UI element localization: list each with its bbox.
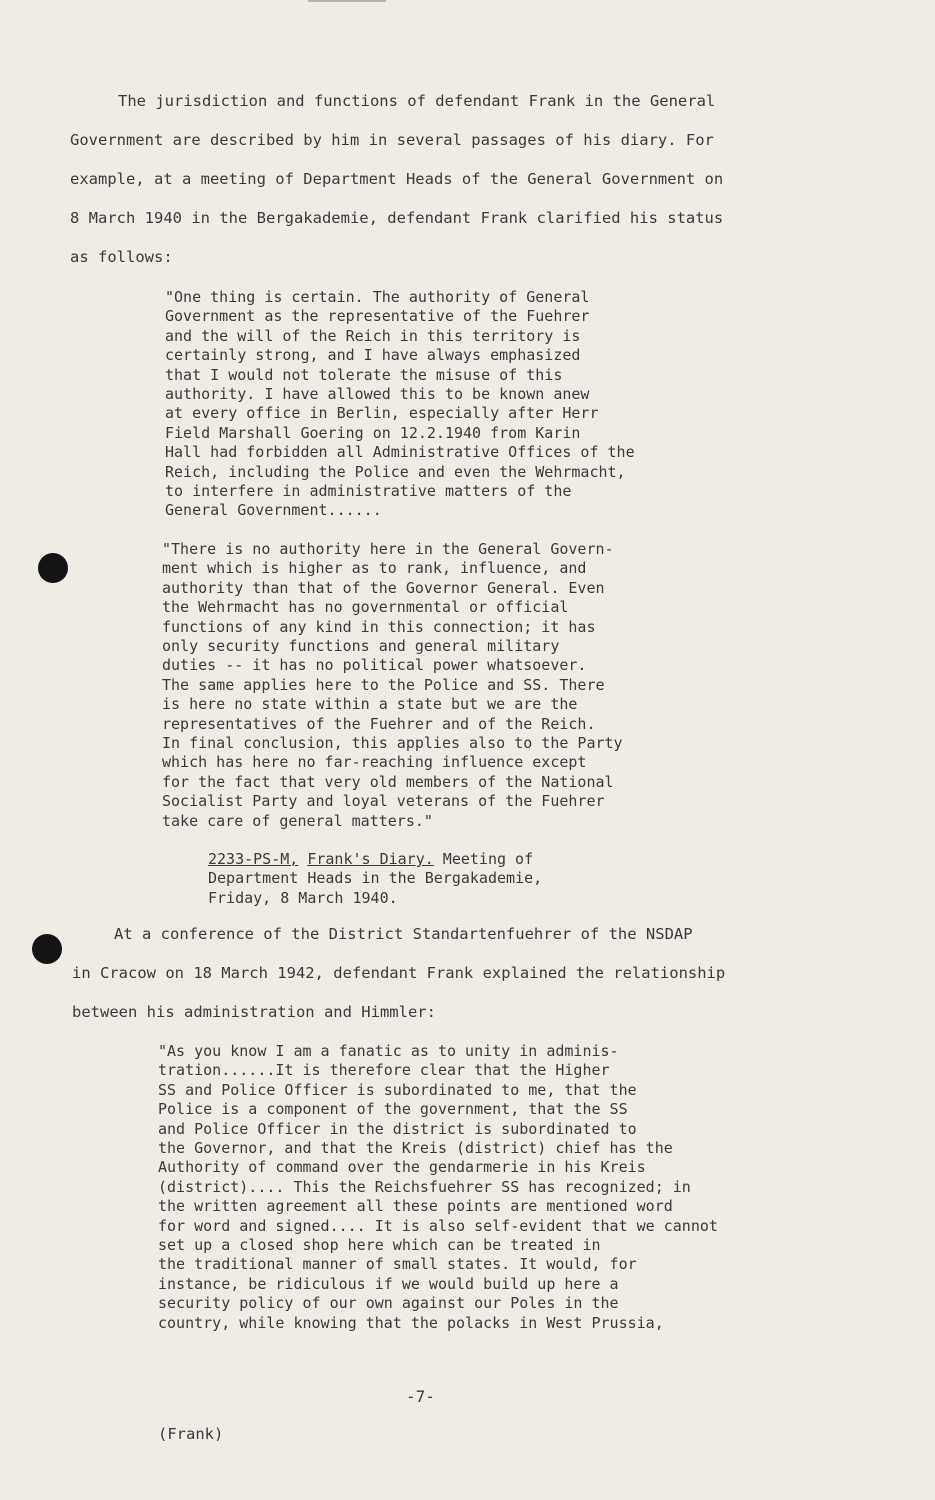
quote-line: Authority of command over the gendarmerie in his Kreis [158,1158,646,1177]
citation-reference: 2233-PS-M, [208,850,299,868]
citation-line: Department Heads in the Bergakademie, [208,869,543,888]
quote-line: Reich, including the Police and even the Wehrmacht, [165,462,626,481]
quote-line: functions of any kind in this connection; it has [162,617,596,636]
quote-line: the Wehrmacht has no governmental or official [162,598,569,617]
quote-line: tration......It is therefore clear that the Higher [158,1061,610,1080]
quote-line: "There is no authority here in the General Govern- [162,540,614,558]
quote-unity-administration [158,1042,718,1333]
quote-line: to interfere in administrative matters of the [165,482,572,501]
quote-line: The same applies here to the Police and SS. There [162,675,605,694]
punch-hole-bottom [32,934,62,964]
quote-line: (district).... This the Reichsfuehrer SS has recognized; in [158,1177,691,1196]
intro-paragraph [70,82,723,277]
quote-line: security policy of our own against our Poles in the [158,1294,619,1313]
citation-line: Friday, 8 March 1940. [208,888,398,907]
quote-line: representatives of the Fuehrer and of the Reich. [162,714,596,733]
quote-line: SS and Police Officer is subordinated to me, that the [158,1080,637,1099]
quote-no-higher-authority [162,540,623,831]
paragraph-line: as follows: [70,248,173,266]
quote-line: authority. I have allowed this to be known anew [165,385,590,404]
quote-line: take care of general matters." [162,811,433,830]
quote-line: authority than that of the Governor General. Even [162,578,605,597]
quote-line: the traditional manner of small states. It would, for [158,1255,637,1274]
quote-line: instance, be ridiculous if we would build up here a [158,1274,619,1293]
document-citation [208,850,542,908]
top-edge-mark [308,0,386,2]
citation-title: Frank's Diary. [307,850,434,868]
quote-line: General Government...... [165,501,382,520]
quote-line: Hall had forbidden all Administrative Offices of the [165,443,635,462]
footer-label: (Frank) [158,1425,224,1443]
quote-line: Field Marshall Goering on 12.2.1940 from Karin [165,423,581,442]
quote-line: that I would not tolerate the misuse of this [165,365,563,384]
paragraph-line: example, at a meeting of Department Heads of the General Government on [70,170,724,188]
quote-line: set up a closed shop here which can be treated in [158,1236,601,1255]
quote-line: Socialist Party and loyal veterans of the Fuehrer [162,792,605,811]
punch-hole-top [38,553,68,583]
quote-line: certainly strong, and I have always emphasized [165,346,581,365]
quote-line: and Police Officer in the district is subordinated to [158,1119,637,1138]
paragraph-line: The jurisdiction and functions of defendant Frank in the General [118,92,716,110]
quote-authority [165,288,635,521]
quote-line: duties -- it has no political power whatsoever. [162,656,587,675]
quote-line: the written agreement all these points are mentioned word [158,1197,673,1216]
quote-line: In final conclusion, this applies also to the Party [162,734,623,753]
quote-line: for the fact that very old members of the National [162,772,614,791]
quote-line: country, while knowing that the polacks in West Prussia, [158,1313,664,1332]
quote-line: "One thing is certain. The authority of General [165,288,590,306]
quote-line: for word and signed.... It is also self-evident that we cannot [158,1216,718,1235]
paragraph-line: in Cracow on 18 March 1942, defendant Frank explained the relationship [72,964,726,982]
quote-line: is here no state within a state but we are the [162,695,578,714]
quote-line: only security functions and general military [162,637,560,656]
citation-first-line [208,850,542,869]
quote-line: "As you know I am a fanatic as to unity in adminis- [158,1042,619,1060]
paragraph-line: 8 March 1940 in the Bergakademie, defendant Frank clarified his status [70,209,724,227]
quote-line: ment which is higher as to rank, influence, and [162,559,587,578]
paragraph-line: between his administration and Himmler: [72,1003,436,1021]
quote-line: Government as the representative of the Fuehrer [165,307,590,326]
page-number: -7- [406,1387,435,1406]
paragraph-line: Government are described by him in several passages of his diary. For [70,131,714,149]
quote-line: which has here no far-reaching influence except [162,753,587,772]
quote-line: the Governor, and that the Kreis (district) chief has the [158,1139,673,1158]
quote-line: at every office in Berlin, especially after Herr [165,404,599,423]
citation-first-line-rest: Meeting of [433,850,534,868]
quote-line: Police is a component of the government, that the SS [158,1100,628,1119]
quote-line: and the will of the Reich in this territory is [165,326,581,345]
paragraph-line: At a conference of the District Standartenfuehrer of the NSDAP [114,925,693,943]
conference-paragraph [72,915,725,1032]
